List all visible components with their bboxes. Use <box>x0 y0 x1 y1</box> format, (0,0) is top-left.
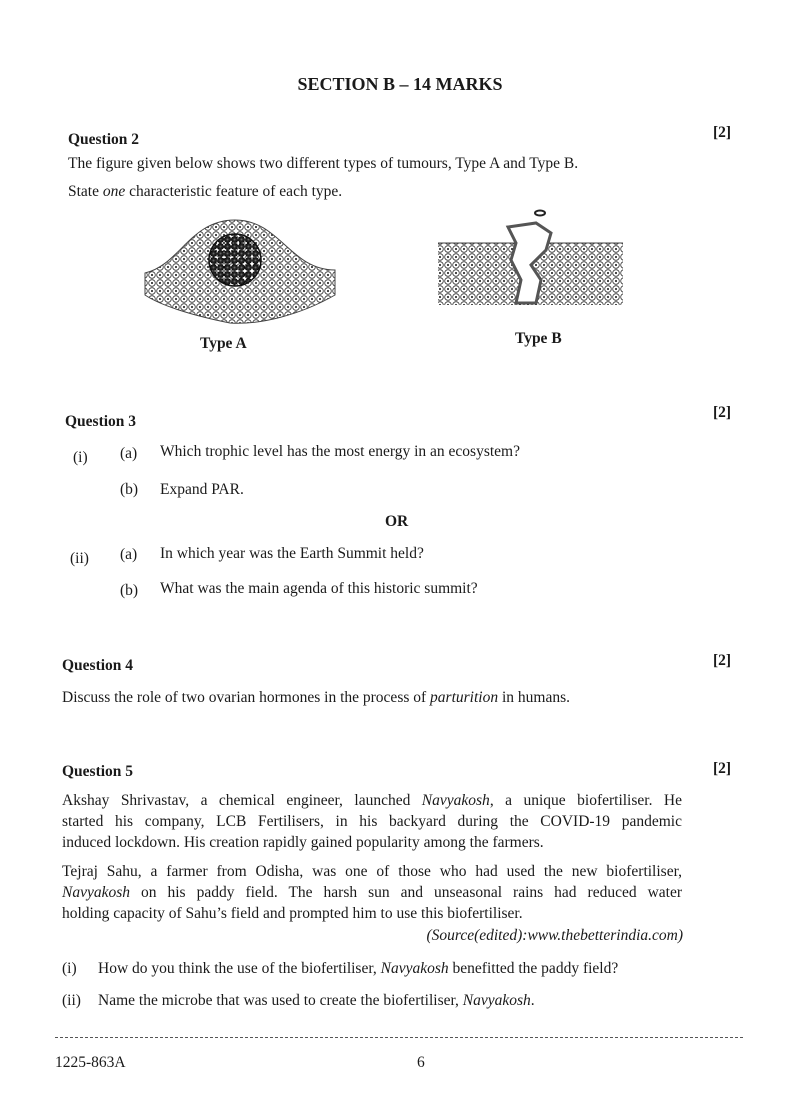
footer-divider <box>55 1037 743 1038</box>
tumour-type-b-figure <box>436 205 626 310</box>
part-iia-text: In which year was the Earth Summit held? <box>160 545 424 562</box>
emphasis: Navyakosh <box>421 792 490 809</box>
text: in humans. <box>498 689 570 706</box>
question-2-text-line1: The figure given below shows two different types of tumours, Type A and Type B. <box>68 155 579 172</box>
question-5-marks: [2] <box>713 760 732 777</box>
question-4-text <box>62 689 570 707</box>
part-i-label: (i) <box>62 960 77 977</box>
emphasis: Navyakosh <box>380 960 449 977</box>
passage-line <box>62 884 682 902</box>
text: Akshay Shrivastav, a chemical engineer, launched <box>62 792 422 809</box>
part-ia-text: Which trophic level has the most energy in an ecosystem? <box>160 443 520 460</box>
part-ii-text <box>98 992 535 1010</box>
emphasis: Navyakosh <box>62 884 131 901</box>
question-2-text-line2 <box>68 183 342 201</box>
question-4-marks: [2] <box>713 652 732 669</box>
text: characteristic feature of each type. <box>125 183 343 200</box>
part-ia-label: (a) <box>120 445 138 462</box>
part-ib-label: (b) <box>120 481 139 498</box>
emphasis: one <box>102 183 126 200</box>
question-2-title: Question 2 <box>68 131 140 148</box>
passage-line: Tejraj Sahu, a farmer from Odisha, was one of those who had used the new biofertiliser, <box>62 863 682 880</box>
source-citation: (Source(edited):www.thebetterindia.com) <box>426 927 683 944</box>
passage-line: holding capacity of Sahu’s field and prompted him to use this biofertiliser. <box>62 905 523 922</box>
text: benefitted the paddy field? <box>448 960 619 977</box>
question-3-title: Question 3 <box>65 413 137 430</box>
page-number: 6 <box>417 1054 425 1071</box>
part-ii-label: (ii) <box>62 992 81 1009</box>
tumour-type-a-figure <box>140 215 340 325</box>
text: . <box>530 992 535 1009</box>
figure-label-type-a: Type A <box>200 335 247 352</box>
passage-line: induced lockdown. His creation rapidly gained popularity among the farmers. <box>62 834 544 851</box>
part-iia-label: (a) <box>120 546 138 563</box>
or-divider: OR <box>385 513 409 530</box>
part-ii-label: (ii) <box>70 550 89 567</box>
section-title: SECTION B – 14 MARKS <box>297 74 503 94</box>
part-ib-text: Expand PAR. <box>160 481 244 498</box>
text: on his paddy field. The harsh sun and unseasonal rains had reduced water <box>130 884 682 901</box>
part-i-text <box>98 960 618 978</box>
text: State <box>68 183 103 200</box>
part-iib-label: (b) <box>120 582 139 599</box>
emphasis: Navyakosh <box>462 992 531 1009</box>
passage-line: started his company, LCB Fertilisers, in his backyard during the COVID-19 pandemic <box>62 813 682 830</box>
passage-line <box>62 792 682 810</box>
emphasis: parturition <box>430 689 499 706</box>
figure-label-type-b: Type B <box>515 330 562 347</box>
text: , a unique biofertiliser. He <box>489 792 682 809</box>
text: Discuss the role of two ovarian hormones in the process of <box>62 689 431 706</box>
question-2-marks: [2] <box>713 124 732 141</box>
question-5-title: Question 5 <box>62 763 134 780</box>
question-3-marks: [2] <box>713 404 732 421</box>
text: Name the microbe that was used to create the biofertiliser, <box>98 992 463 1009</box>
part-i-label: (i) <box>73 449 88 466</box>
paper-code: 1225-863A <box>55 1054 126 1071</box>
question-4-title: Question 4 <box>62 657 134 674</box>
part-iib-text: What was the main agenda of this historic summit? <box>160 580 478 597</box>
text: How do you think the use of the biofertiliser, <box>98 960 381 977</box>
